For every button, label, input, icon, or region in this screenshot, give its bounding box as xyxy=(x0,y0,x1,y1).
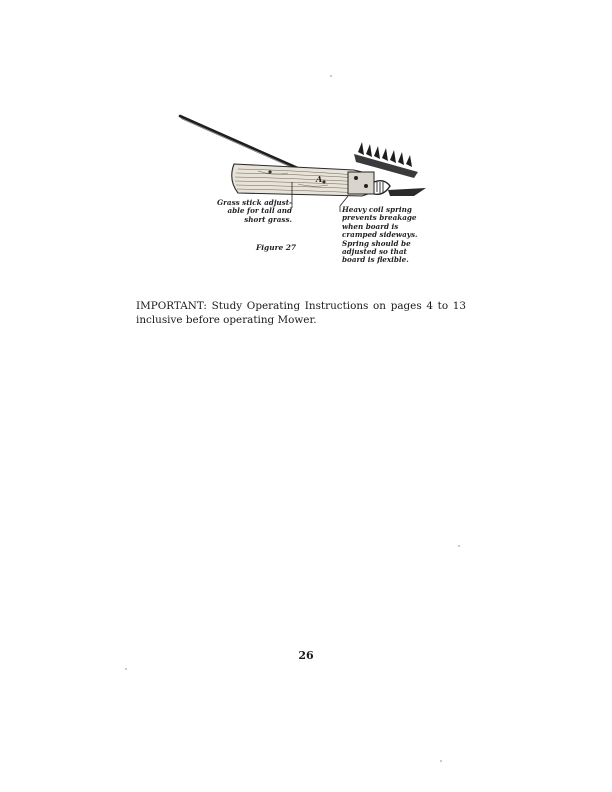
important-note: IMPORTANT: Study Operating Instructions on pages 4 to 13 inclusive before operating Mower. xyxy=(136,300,466,326)
callout-line: adjusted so that xyxy=(342,247,407,257)
paper-speck xyxy=(458,545,460,547)
callout-line: prevents breakage xyxy=(342,213,417,223)
grass-stick-callout xyxy=(200,199,292,224)
callout-line: Heavy coil spring xyxy=(342,205,412,214)
grass-stick-rod xyxy=(180,116,302,170)
paper-speck xyxy=(125,668,127,670)
page-number: 26 xyxy=(298,649,314,662)
callout-line: Grass stick adjust- xyxy=(217,198,292,207)
callout-line: short grass. xyxy=(244,214,292,224)
callout-line: board is flexible. xyxy=(342,255,409,265)
callout-line: Spring should be xyxy=(342,238,411,248)
marker-label: A xyxy=(316,174,323,184)
coil-spring-callout xyxy=(342,206,430,265)
paper-speck xyxy=(440,760,442,762)
callout-line: able for tall and xyxy=(227,206,292,216)
callout-line: cramped sideways. xyxy=(342,230,418,240)
figure-27-illustration xyxy=(178,112,440,212)
figure-caption: Figure 27 xyxy=(256,243,297,252)
callout-line: when board is xyxy=(342,221,399,231)
paper-speck xyxy=(330,75,332,77)
